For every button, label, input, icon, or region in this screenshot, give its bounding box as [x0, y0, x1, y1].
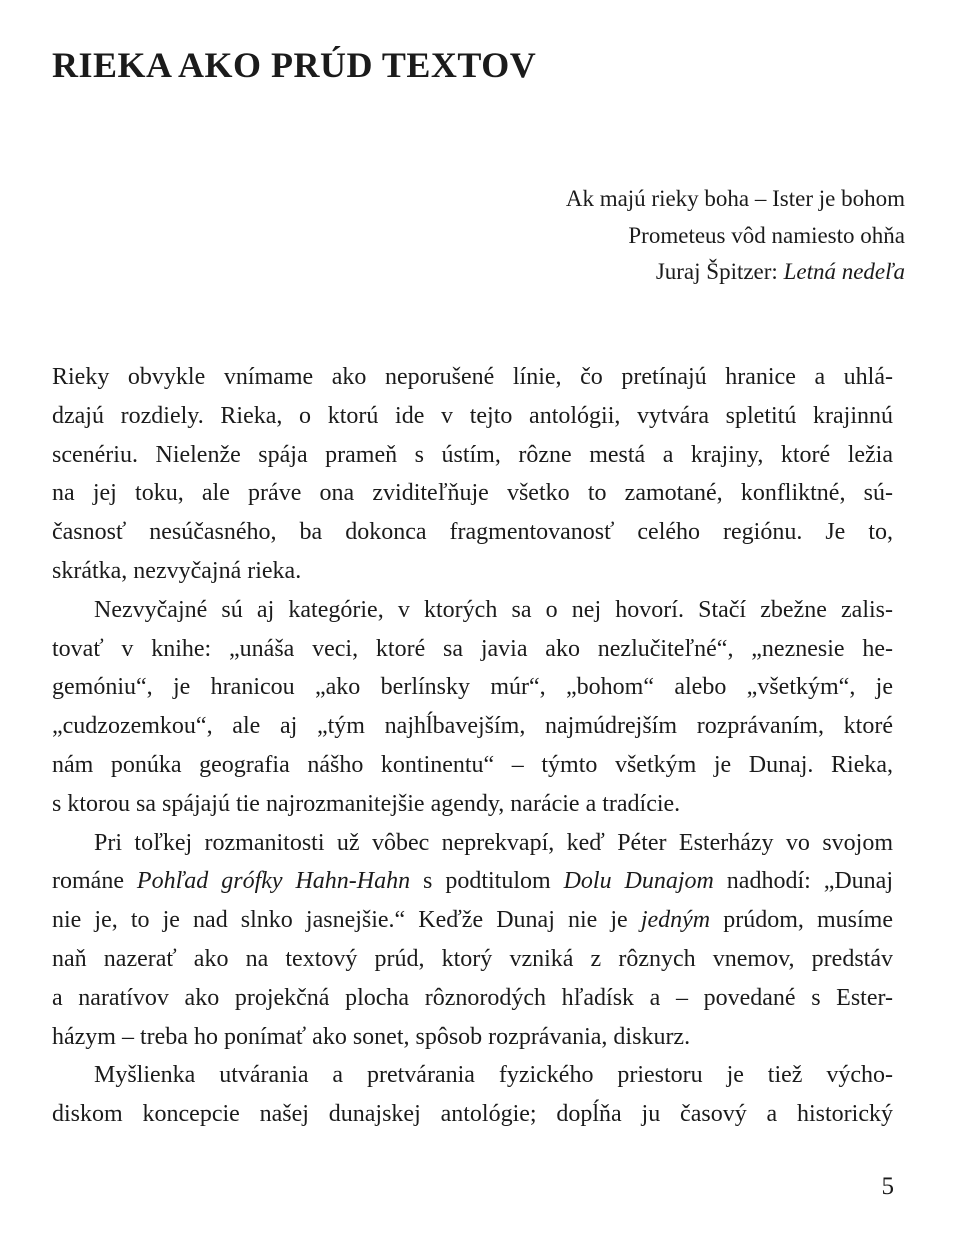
- body-text: [52, 358, 893, 1134]
- text-segment: s podtitulom: [410, 868, 564, 895]
- text-segment: Juraj Špitzer:: [655, 259, 784, 284]
- text-line: [52, 397, 893, 436]
- text-segment: prúdom, musíme: [710, 907, 893, 934]
- text-line: [52, 940, 893, 979]
- text-line: [52, 591, 893, 630]
- text-segment: nám ponúka geografia nášho kontinentu“ – týmto všetkým je Dunaj. Rieka,: [52, 751, 893, 778]
- italic-text: Letná nedeľa: [783, 259, 905, 284]
- text-segment: gemóniu“, je hranicou „ako berlínsky múr“, „bohom“ alebo „všetkým“, je: [52, 674, 893, 701]
- text-line: [52, 979, 893, 1018]
- paragraph: [52, 358, 893, 591]
- text-line: [52, 552, 893, 591]
- text-line: [52, 358, 893, 397]
- text-line: [52, 862, 893, 901]
- text-line: [52, 474, 893, 513]
- text-segment: scenériu. Nielenže spája prameň s ústím, rôzne mestá a krajiny, ktoré ležia: [52, 441, 893, 468]
- text-line: [52, 707, 893, 746]
- chapter-title: RIEKA AKO PRÚD TEXTOV: [52, 45, 537, 86]
- text-segment: Pri toľkej rozmanitosti už vôbec neprekvapí, keď Péter Esterházy vo svojom: [94, 829, 893, 856]
- text-segment: Rieky obvykle vnímame ako neporušené línie, čo pretínajú hranice a uhlá-: [52, 364, 893, 390]
- paragraph: [52, 1056, 893, 1134]
- paragraph: [52, 824, 893, 1057]
- text-segment: Ak majú rieky boha – Ister je bohom: [565, 186, 905, 211]
- page-number: 5: [881, 1173, 894, 1200]
- italic-text: Dolu Dunajom: [563, 868, 714, 895]
- text-segment: nadhodí: „Dunaj: [713, 868, 893, 895]
- paragraph: [52, 591, 893, 824]
- text-line: [52, 1095, 893, 1134]
- text-segment: tovať v knihe: „unáša veci, ktoré sa javia ako nezlučiteľné“, „neznesie he-: [52, 635, 893, 662]
- text-segment: skrátka, nezvyčajná rieka.: [52, 557, 302, 584]
- text-line: [52, 901, 893, 940]
- text-segment: na jej toku, ale práve ona zviditeľňuje všetko to zamotané, konfliktné, sú-: [52, 480, 893, 507]
- text-segment: Myšlienka utvárania a pretvárania fyzického priestoru je tiež výcho-: [94, 1062, 893, 1089]
- italic-text: Pohľad grófky Hahn-Hahn: [136, 868, 411, 895]
- italic-text: jedným: [640, 907, 711, 934]
- text-segment: s ktorou sa spájajú tie najrozmanitejšie agendy, narácie a tradície.: [52, 790, 681, 817]
- text-line: [52, 513, 893, 552]
- text-segment: a naratívov ako projekčná plocha rôznorodých hľadísk a – povedané s Ester-: [52, 984, 893, 1011]
- text-segment: dzajú rozdiely. Rieka, o ktorú ide v tejto antológii, vytvára spletitú krajinnú: [52, 402, 893, 429]
- text-line: [52, 824, 893, 863]
- epigraph: [566, 181, 905, 291]
- text-line: [52, 1056, 893, 1095]
- text-line: [52, 436, 893, 475]
- text-segment: „cudzozemkou“, ale aj „tým najhĺbavejším, najmúdrejším rozprávaním, ktoré: [52, 713, 893, 740]
- text-segment: Nezvyčajné sú aj kategórie, v ktorých sa o nej hovorí. Stačí zbežne zalis-: [94, 596, 893, 623]
- epigraph-line: [566, 254, 905, 291]
- text-line: [52, 1018, 893, 1057]
- text-segment: románe: [52, 868, 137, 895]
- text-line: [52, 630, 893, 669]
- text-line: [52, 746, 893, 785]
- epigraph-line: [566, 218, 905, 255]
- text-line: [52, 785, 893, 824]
- text-segment: nie je, to je nad slnko jasnejšie.“ Keďže Dunaj nie je: [52, 907, 641, 934]
- text-segment: diskom koncepcie našej dunajskej antológie; dopĺňa ju časový a historický: [52, 1101, 893, 1128]
- epigraph-line: [566, 181, 905, 218]
- text-line: [52, 668, 893, 707]
- text-segment: házym – treba ho ponímať ako sonet, spôsob rozprávania, diskurz.: [52, 1023, 691, 1050]
- text-segment: naň nazerať ako na textový prúd, ktorý vzniká z rôznych vnemov, predstáv: [52, 945, 893, 972]
- text-segment: Prometeus vôd namiesto ohňa: [628, 222, 905, 248]
- text-segment: časnosť nesúčasného, ba dokonca fragmentovanosť celého regiónu. Je to,: [52, 519, 893, 546]
